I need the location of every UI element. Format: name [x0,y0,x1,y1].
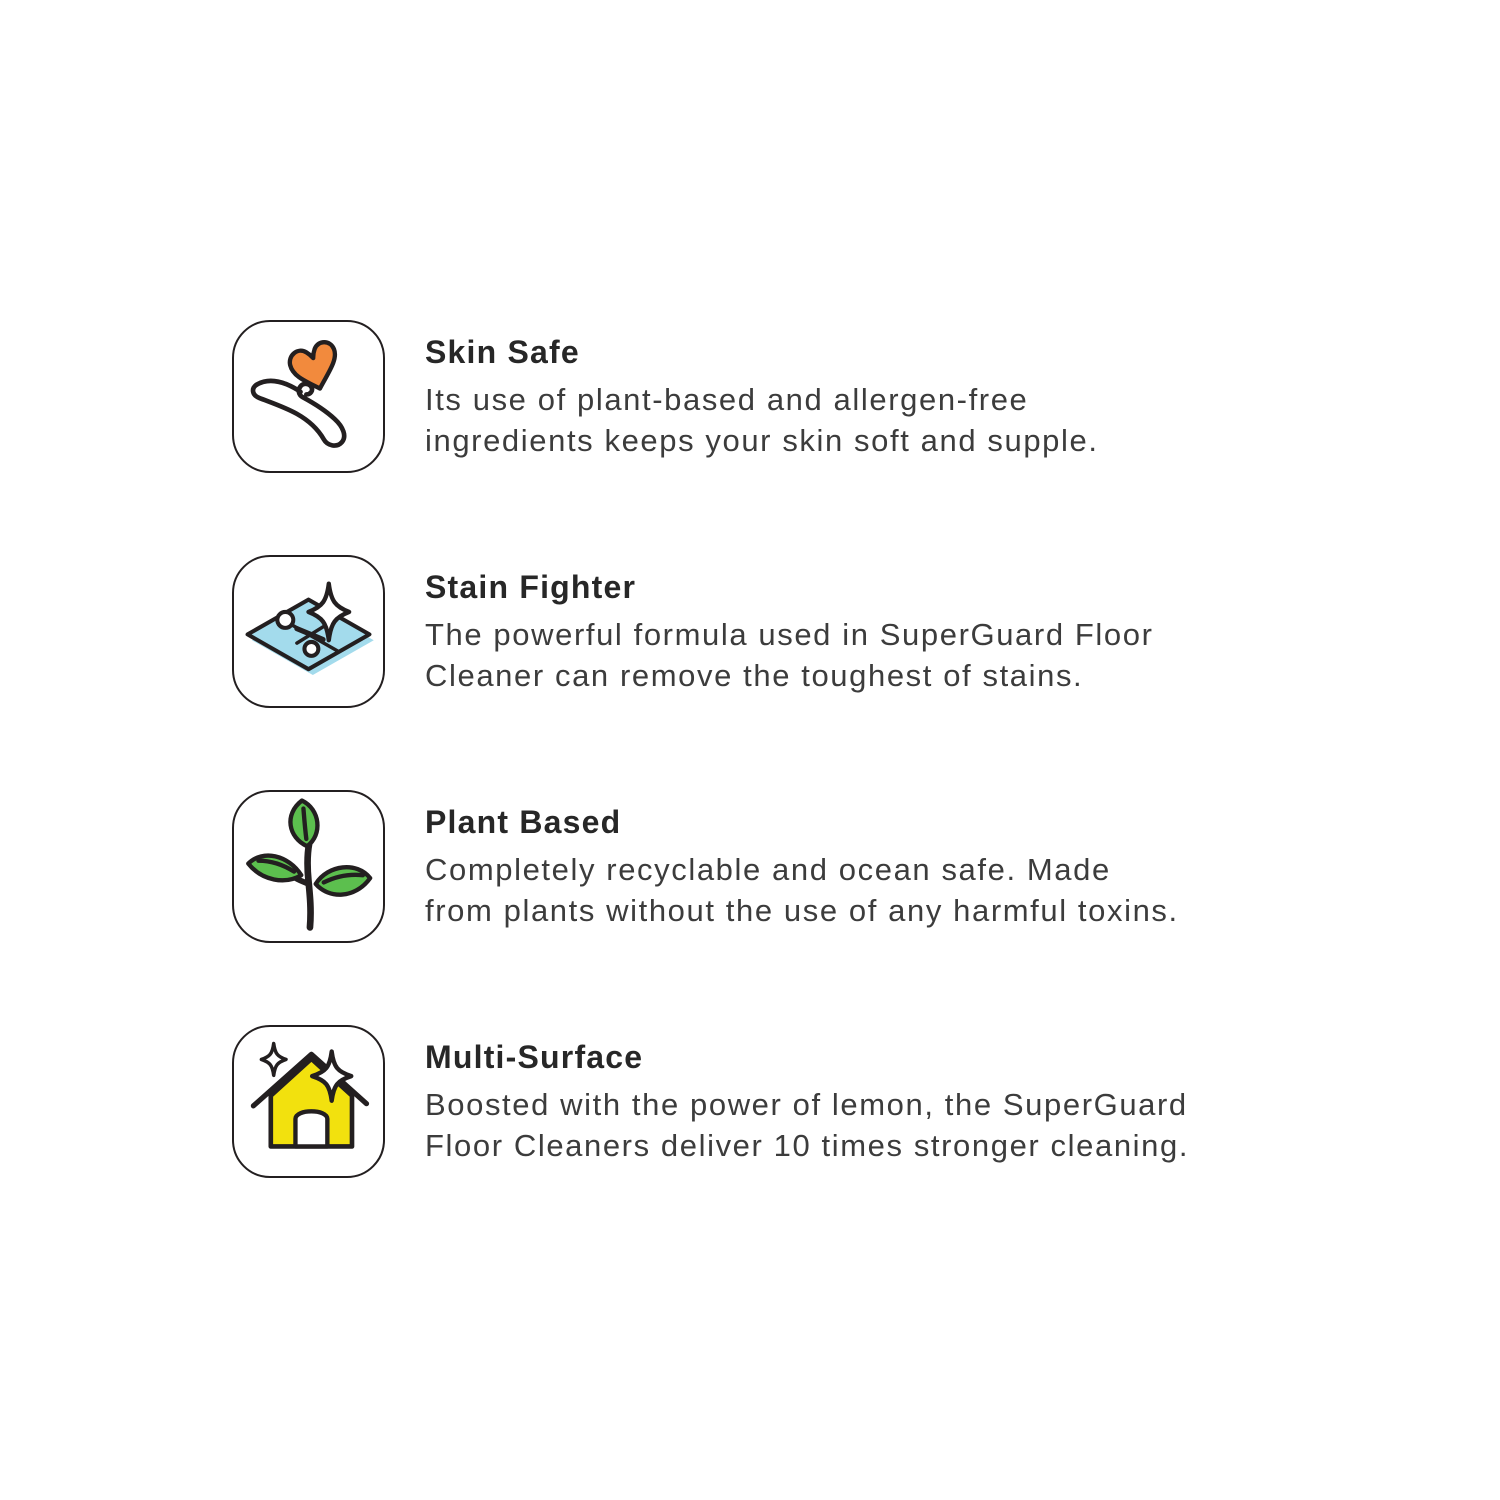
feature-description [425,1084,1189,1166]
feature-title: Stain Fighter [425,569,637,605]
feature-skin-safe [232,320,1332,473]
feature-description [425,849,1179,931]
feature-description [425,614,1154,696]
feature-description-line: from plants without the use of any harmful toxins. [425,893,1179,928]
sparkling-floor-icon [236,559,381,704]
feature-plant-based [232,790,1332,943]
hand-heart-icon [236,324,381,469]
icon-box-plant-based [232,790,385,943]
feature-description-line: Boosted with the power of lemon, the SuperGuard [425,1087,1188,1122]
feature-title: Skin Safe [425,334,580,370]
feature-description-line: Completely recyclable and ocean safe. Made [425,852,1111,887]
feature-description-line: Floor Cleaners deliver 10 times stronger cleaning. [425,1128,1190,1163]
feature-text-stain-fighter [385,555,1154,696]
feature-multi-surface [232,1025,1332,1178]
feature-description-line: ingredients keeps your skin soft and supple. [425,423,1099,458]
icon-box-multi-surface [232,1025,385,1178]
feature-description-line: The powerful formula used in SuperGuard Floor [425,617,1154,652]
feature-text-multi-surface [385,1025,1189,1166]
feature-description [425,379,1099,461]
feature-title: Plant Based [425,804,622,840]
icon-box-skin-safe [232,320,385,473]
feature-title: Multi-Surface [425,1039,644,1075]
feature-stain-fighter [232,555,1332,708]
product-features-list [232,320,1332,1260]
plant-leaves-icon [236,794,381,939]
feature-description-line: Its use of plant-based and allergen-free [425,382,1029,417]
feature-text-skin-safe [385,320,1099,461]
feature-description-line: Cleaner can remove the toughest of stains. [425,658,1084,693]
icon-box-stain-fighter [232,555,385,708]
sparkling-house-icon [236,1029,381,1174]
feature-text-plant-based [385,790,1179,931]
